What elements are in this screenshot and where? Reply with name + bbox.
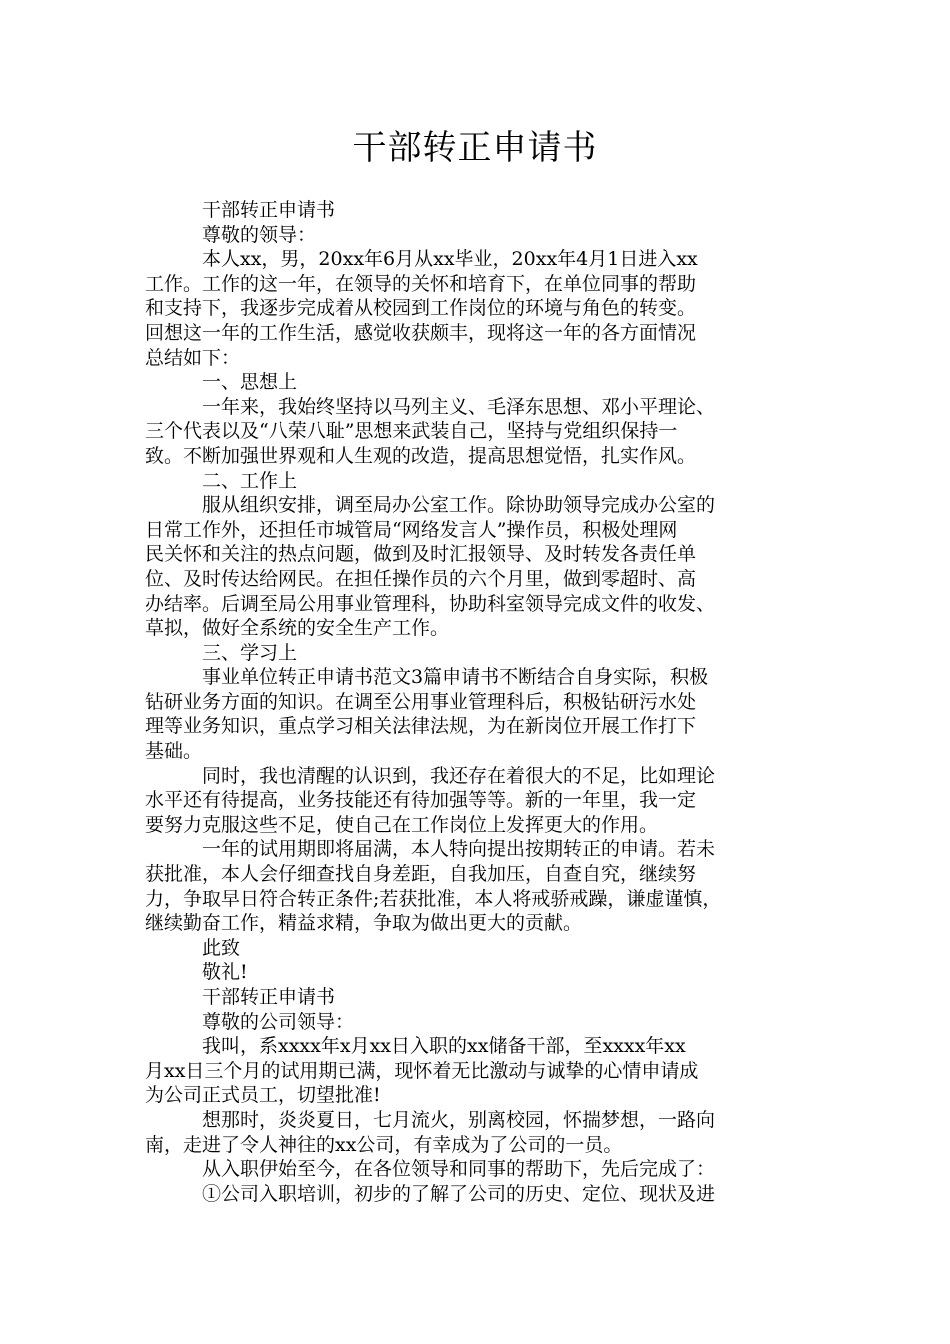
body-line: 回想这一年的工作生活，感觉收获颇丰，现将这一年的各方面情况	[145, 321, 697, 344]
body-line: ①公司入职培训，初步的了解了公司的历史、定位、现状及进	[202, 1182, 716, 1205]
body-line: 尊敬的公司领导：	[202, 1010, 355, 1033]
body-line: 民关怀和关注的热点问题，做到及时汇报领导、及时转发各责任单	[145, 543, 697, 566]
body-line: 一年的试用期即将届满，本人特向提出按期转正的申请。若未	[202, 838, 716, 861]
body-line: 三个代表以及“八荣八耻”思想来武装自己，坚持与党组织保持一	[145, 420, 678, 443]
body-line: 位、及时传达给网民。在担任操作员的六个月里，做到零超时、高	[145, 567, 697, 590]
body-line: 办结率。后调至局公用事业管理科，协助科室领导完成文件的收发、	[145, 592, 716, 615]
body-line: 本人xx，男，20xx年6月从xx毕业，20xx年4月1日进入xx	[202, 248, 698, 271]
body-line: 事业单位转正申请书范文3篇申请书不断结合自身实际，积极	[202, 666, 709, 689]
body-line: 获批准，本人会仔细查找自身差距，自我加压，自查自究，继续努	[145, 863, 697, 886]
body-line: 草拟，做好全系统的安全生产工作。	[145, 617, 450, 640]
body-line: 干部转正申请书	[202, 986, 336, 1008]
body-line: 力，争取早日符合转正条件;若获批准，本人将戒骄戒躁，谦虚谨慎，	[145, 887, 722, 910]
body-line: 理等业务知识，重点学习相关法律法规，为在新岗位开展工作打下	[145, 715, 697, 738]
body-line: 致。不断加强世界观和人生观的改造，提高思想觉悟，扎实作风。	[145, 444, 697, 467]
body-line: 为公司正式员工，切望批准!	[145, 1084, 381, 1107]
body-line: 一年来，我始终坚持以马列主义、毛泽东思想、邓小平理论、	[202, 395, 716, 418]
body-line: 尊敬的领导：	[202, 223, 317, 246]
document-title: 干部转正申请书	[352, 128, 598, 168]
body-line: 要努力克服这些不足，使自己在工作岗位上发挥更大的作用。	[145, 813, 659, 836]
body-line: 南，走进了令人神往的xx公司，有幸成为了公司的一员。	[145, 1133, 623, 1156]
body-line: 服从组织安排，调至局办公室工作。除协助领导完成办公室的	[202, 494, 716, 517]
body-line: 此致	[202, 936, 241, 959]
body-line: 和支持下，我逐步完成着从校园到工作岗位的环境与角色的转变。	[145, 297, 697, 320]
body-line: 同时，我也清醒的认识到，我还存在着很大的不足，比如理论	[202, 764, 716, 787]
body-line: 干部转正申请书	[202, 199, 336, 221]
body-line: 我叫，系xxxx年x月xx日入职的xx储备干部，至xxxx年xx	[202, 1035, 686, 1058]
body-line: 水平还有待提高，业务技能还有待加强等等。新的一年里，我一定	[145, 789, 697, 812]
body-line: 日常工作外，还担任市城管局“网络发言人”操作员，积极处理网	[145, 518, 678, 541]
body-line: 从入职伊始至今，在各位领导和同事的帮助下，先后完成了：	[202, 1158, 716, 1181]
body-line: 想那时，炎炎夏日，七月流火，别离校园，怀揣梦想，一路向	[202, 1108, 716, 1131]
body-line: 钻研业务方面的知识。在调至公用事业管理科后，积极钻研污水处	[145, 690, 697, 713]
body-line: 月xx日三个月的试用期已满，现怀着无比激动与诚挚的心情申请成	[145, 1059, 699, 1082]
body-line: 三、学习上	[202, 641, 298, 664]
body-line: 基础。	[145, 740, 203, 763]
body-line: 工作。工作的这一年，在领导的关怀和培育下，在单位同事的帮助	[145, 272, 697, 295]
body-line: 二、工作上	[202, 469, 298, 492]
body-line: 一、思想上	[202, 371, 298, 394]
body-line: 敬礼!	[202, 961, 248, 984]
document-body	[145, 198, 830, 1206]
body-line: 继续勤奋工作，精益求精，争取为做出更大的贡献。	[145, 912, 583, 935]
body-line: 总结如下：	[145, 346, 241, 369]
